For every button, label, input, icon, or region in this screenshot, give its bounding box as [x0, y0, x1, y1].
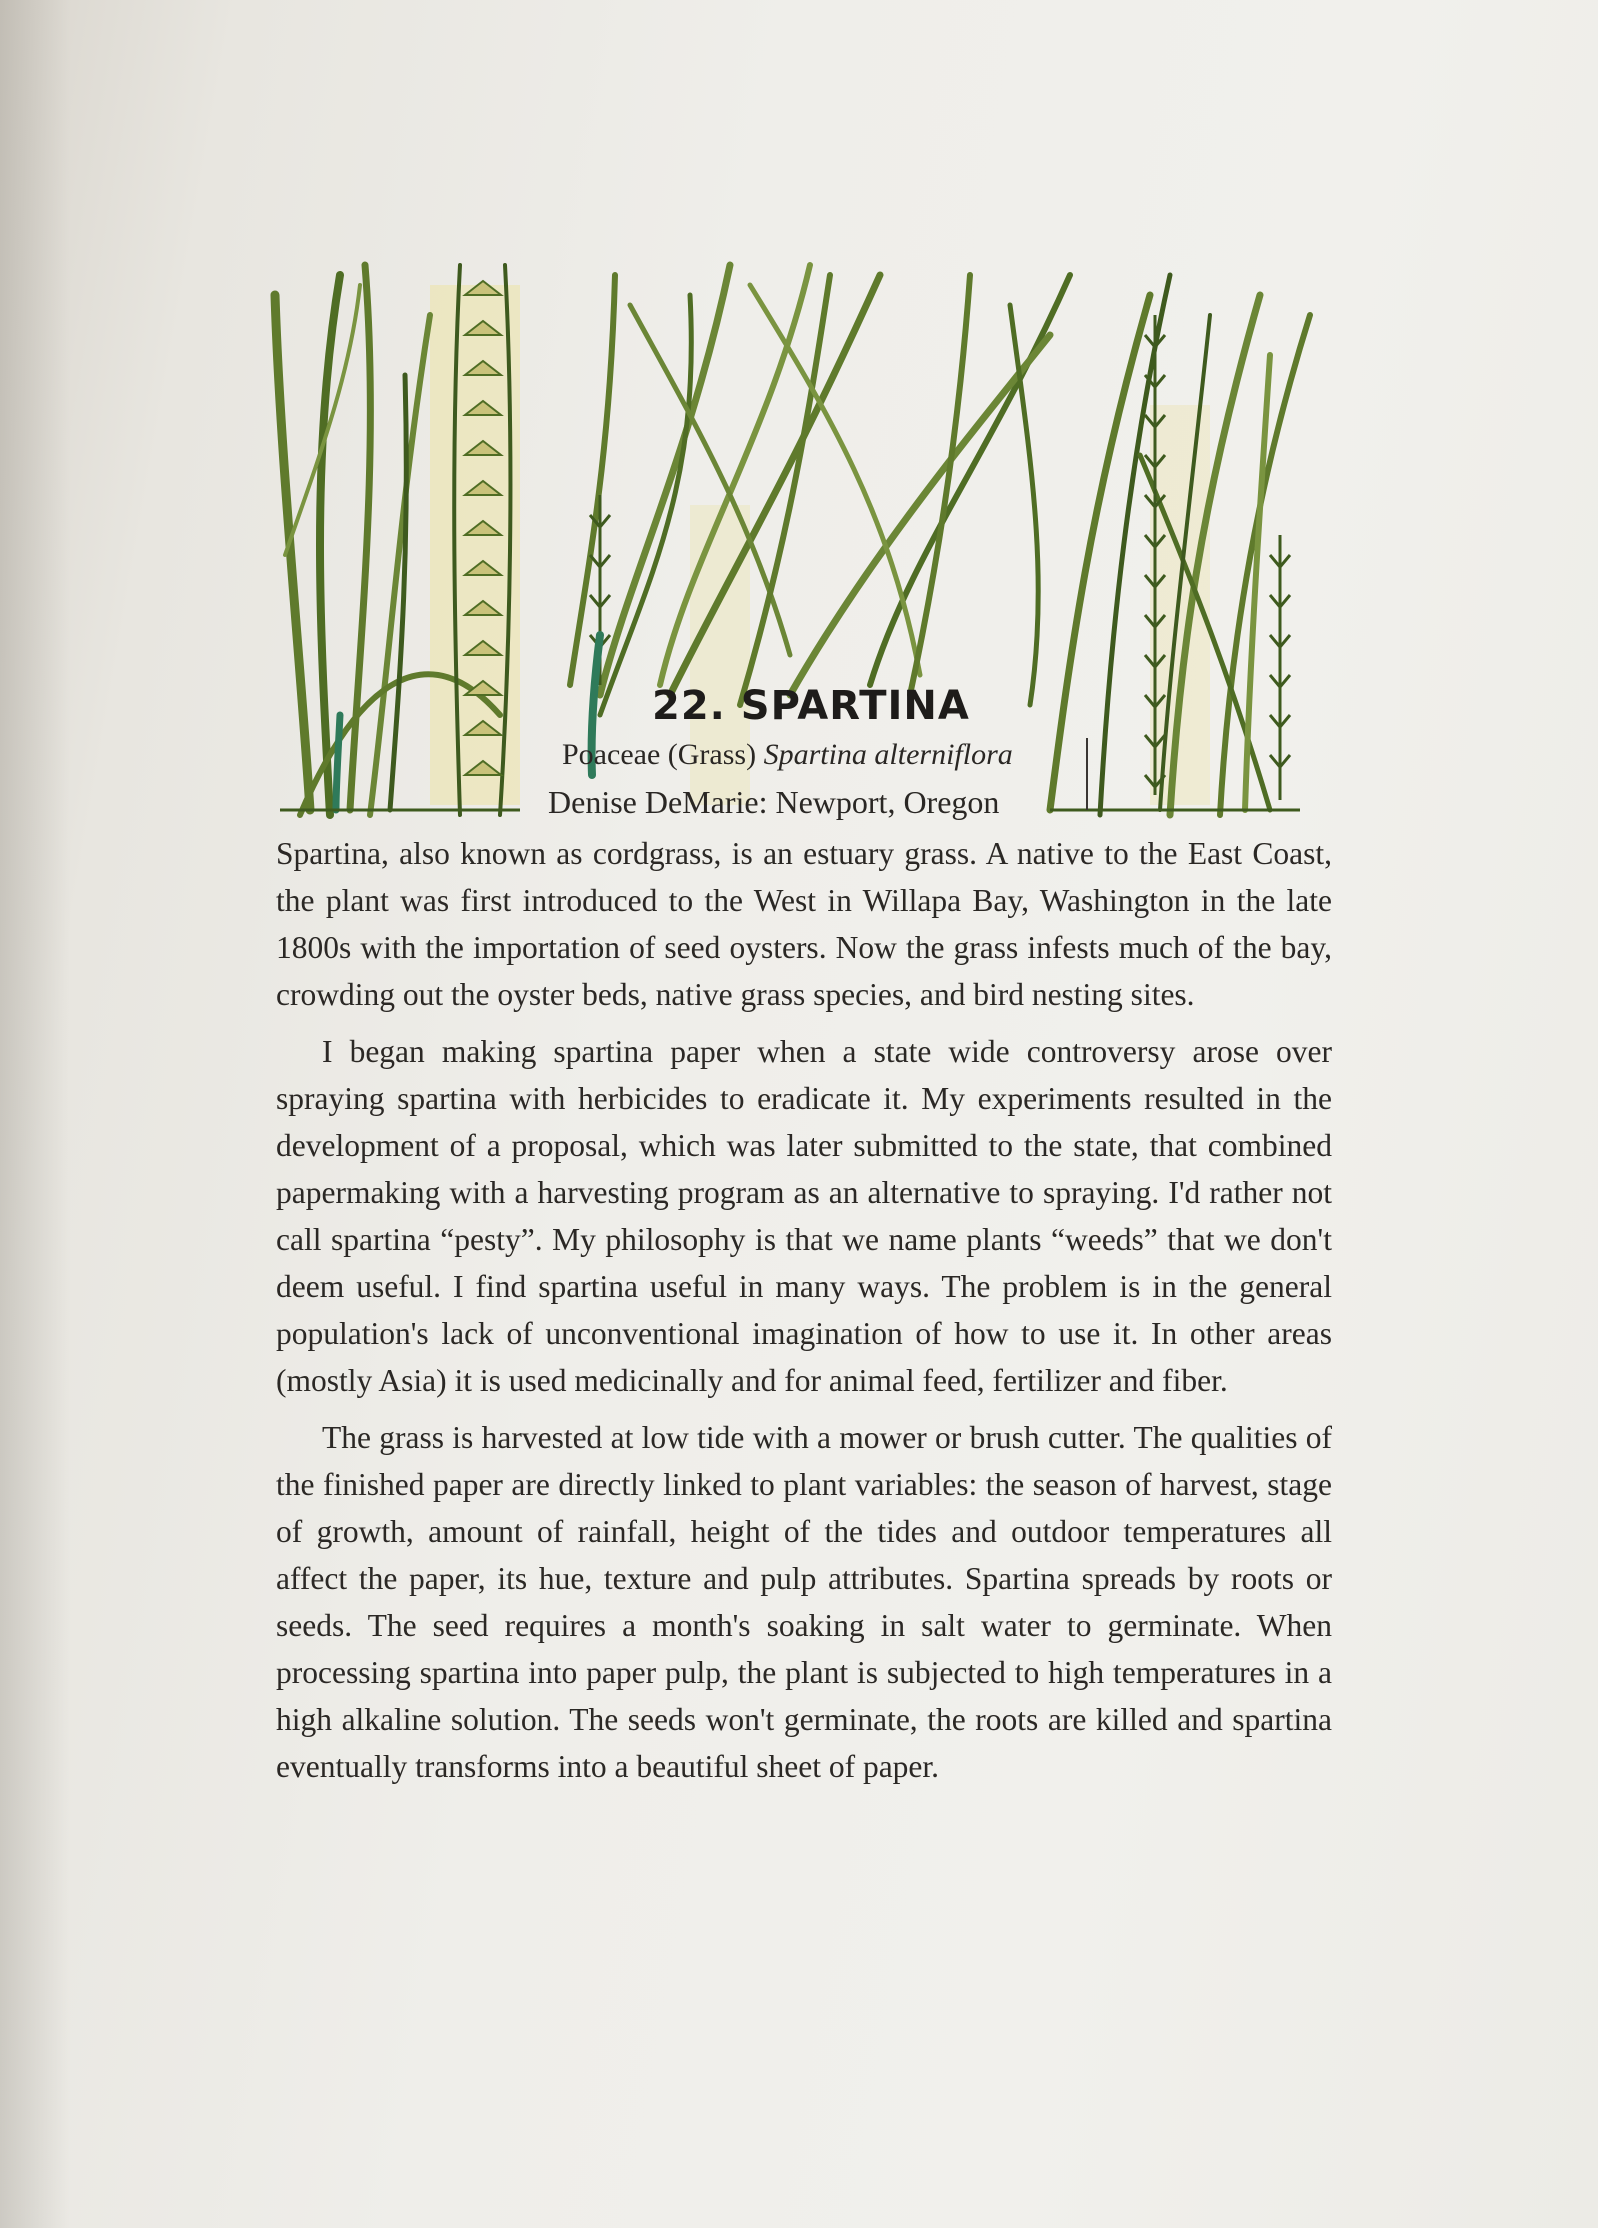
paragraph-1: Spartina, also known as cordgrass, is an estuary grass. A native to the East Coast, the plant was first introduced to the West in Willapa Bay, Washington in the late 1800s with the importation of seed oysters. Now the grass infests much of the bay, crowding out the oyster beds, native grass species, and bird nesting sites. — [276, 836, 1332, 1012]
paragraph-2: I began making spartina paper when a state wide controversy arose over spraying spartina with herbicides to eradicate it. My experiments resulted in the development of a proposal, which was later submitted to the state, that combined papermaking with a harvesting program as an alternative to spraying. I'd rather not call spartina “pesty”. My philosophy is that we name plants “weeds” that we don't deem useful. I find spartina useful in many ways. The problem is in the general population's lack of unconventional imagination of how to use it. In other areas (mostly Asia) it is used medicinally and for animal feed, fertilizer and fiber. — [276, 1034, 1332, 1398]
latin-name: Spartina alterniflora — [763, 738, 1013, 771]
paragraph-3: The grass is harvested at low tide with a mower or brush cutter. The qualities of the finished paper are directly linked to plant variables: the season of harvest, stage of growth, amount of rainfall, height of the tides and outdoor temperatures all affect the paper, its hue, texture and pulp attributes. Spartina spreads by roots or seeds. The seed requires a month's soaking in salt water to germinate. When processing spartina into paper pulp, the plant is subjected to high temperatures in a high alkaline solution. The seeds won't germinate, the roots are killed and spartina eventually transforms into a beautiful sheet of paper. — [276, 1420, 1332, 1784]
vertical-rule — [1086, 738, 1088, 810]
entry-title: 22. SPARTINA — [652, 683, 970, 729]
body-text — [276, 830, 1332, 1800]
page-edge-shadow — [0, 0, 70, 2228]
plant-family-line — [562, 738, 1013, 772]
plant-family: Poaceae (Grass) — [562, 738, 757, 771]
maker-credit: Denise DeMarie: Newport, Oregon — [548, 784, 1000, 820]
